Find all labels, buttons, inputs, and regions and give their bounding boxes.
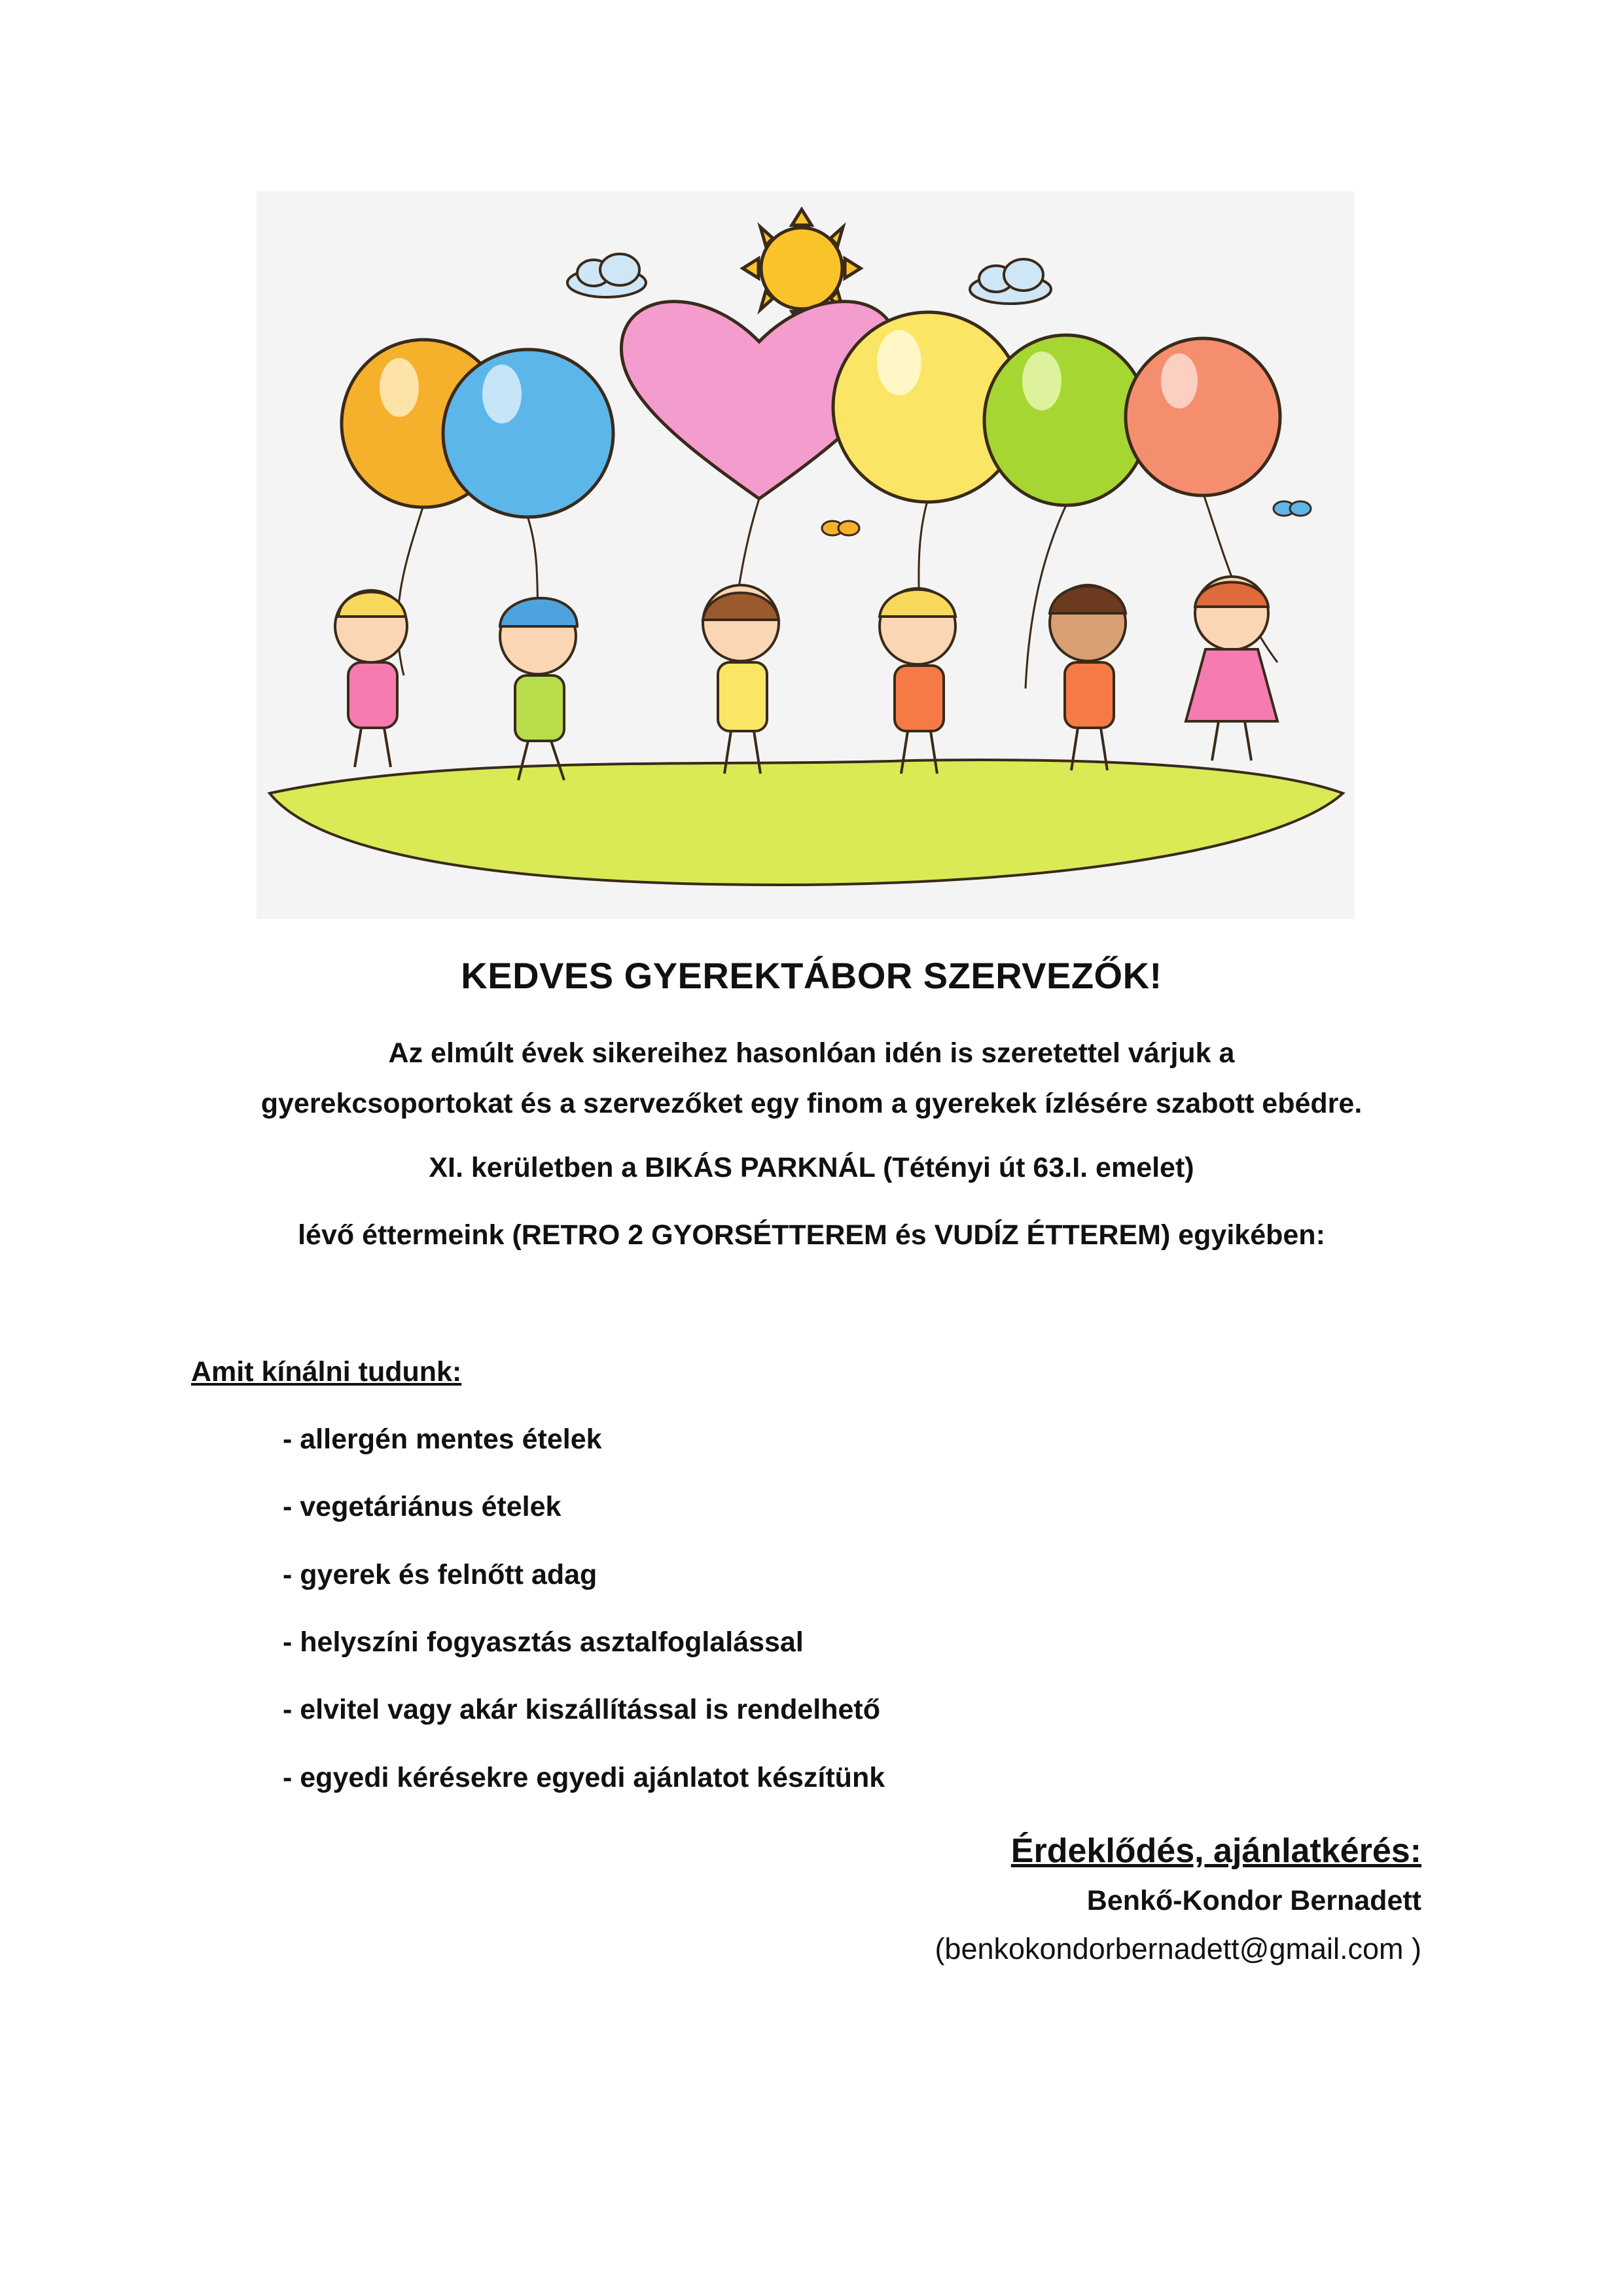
contact-email[interactable]: (benkokondorbernadett@gmail.com ) — [935, 1932, 1421, 1965]
butterfly-icon — [822, 521, 859, 535]
child-icon — [880, 588, 955, 774]
intro-line-2: gyerekcsoportokat és a szervezőket egy finom a gyerekek ízlésére szabott ebédre. — [260, 1088, 1363, 1119]
offer-item: - allergén mentes ételek — [283, 1424, 602, 1455]
offer-heading: Amit kínálni tudunk: — [191, 1356, 462, 1388]
offer-item: - elvitel vagy akár kiszállítással is rendelhető — [283, 1694, 881, 1725]
cloud-icon — [970, 259, 1051, 304]
child-icon — [703, 585, 779, 774]
offer-item: - helyszíni fogyasztás asztalfoglalással — [283, 1626, 804, 1658]
offer-item: - vegetáriánus ételek — [283, 1491, 562, 1522]
child-icon — [500, 598, 577, 780]
intro-restaurants: lévő éttermeink (RETRO 2 GYORSÉTTEREM és VUDÍZ ÉTTEREM) egyikében: — [298, 1219, 1325, 1251]
intro-address: XI. kerületben a BIKÁS PARKNÁL (Tétényi út 63.I. emelet) — [429, 1152, 1194, 1183]
children-balloons-illustration — [257, 191, 1355, 919]
balloon-icon — [984, 335, 1148, 505]
intro-line-1: Az elmúlt évek sikereihez hasonlóan idén is szeretettel várjuk a — [388, 1037, 1235, 1069]
contact-heading: Érdeklődés, ajánlatkérés: — [1010, 1832, 1421, 1870]
balloon-icon — [443, 350, 613, 517]
child-icon — [335, 590, 407, 767]
offer-item: - egyedi kérésekre egyedi ajánlatot készítünk — [283, 1762, 885, 1793]
child-icon — [1050, 585, 1126, 770]
grass-field — [270, 760, 1343, 885]
page-title: KEDVES GYEREKTÁBOR SZERVEZŐK! — [461, 955, 1162, 996]
cloud-icon — [567, 254, 646, 297]
offer-item: - gyerek és felnőtt adag — [283, 1559, 597, 1590]
balloon-icon — [1126, 338, 1280, 495]
child-icon — [1186, 577, 1277, 761]
contact-name: Benkő-Kondor Bernadett — [1086, 1885, 1421, 1916]
butterfly-icon — [1274, 501, 1311, 516]
